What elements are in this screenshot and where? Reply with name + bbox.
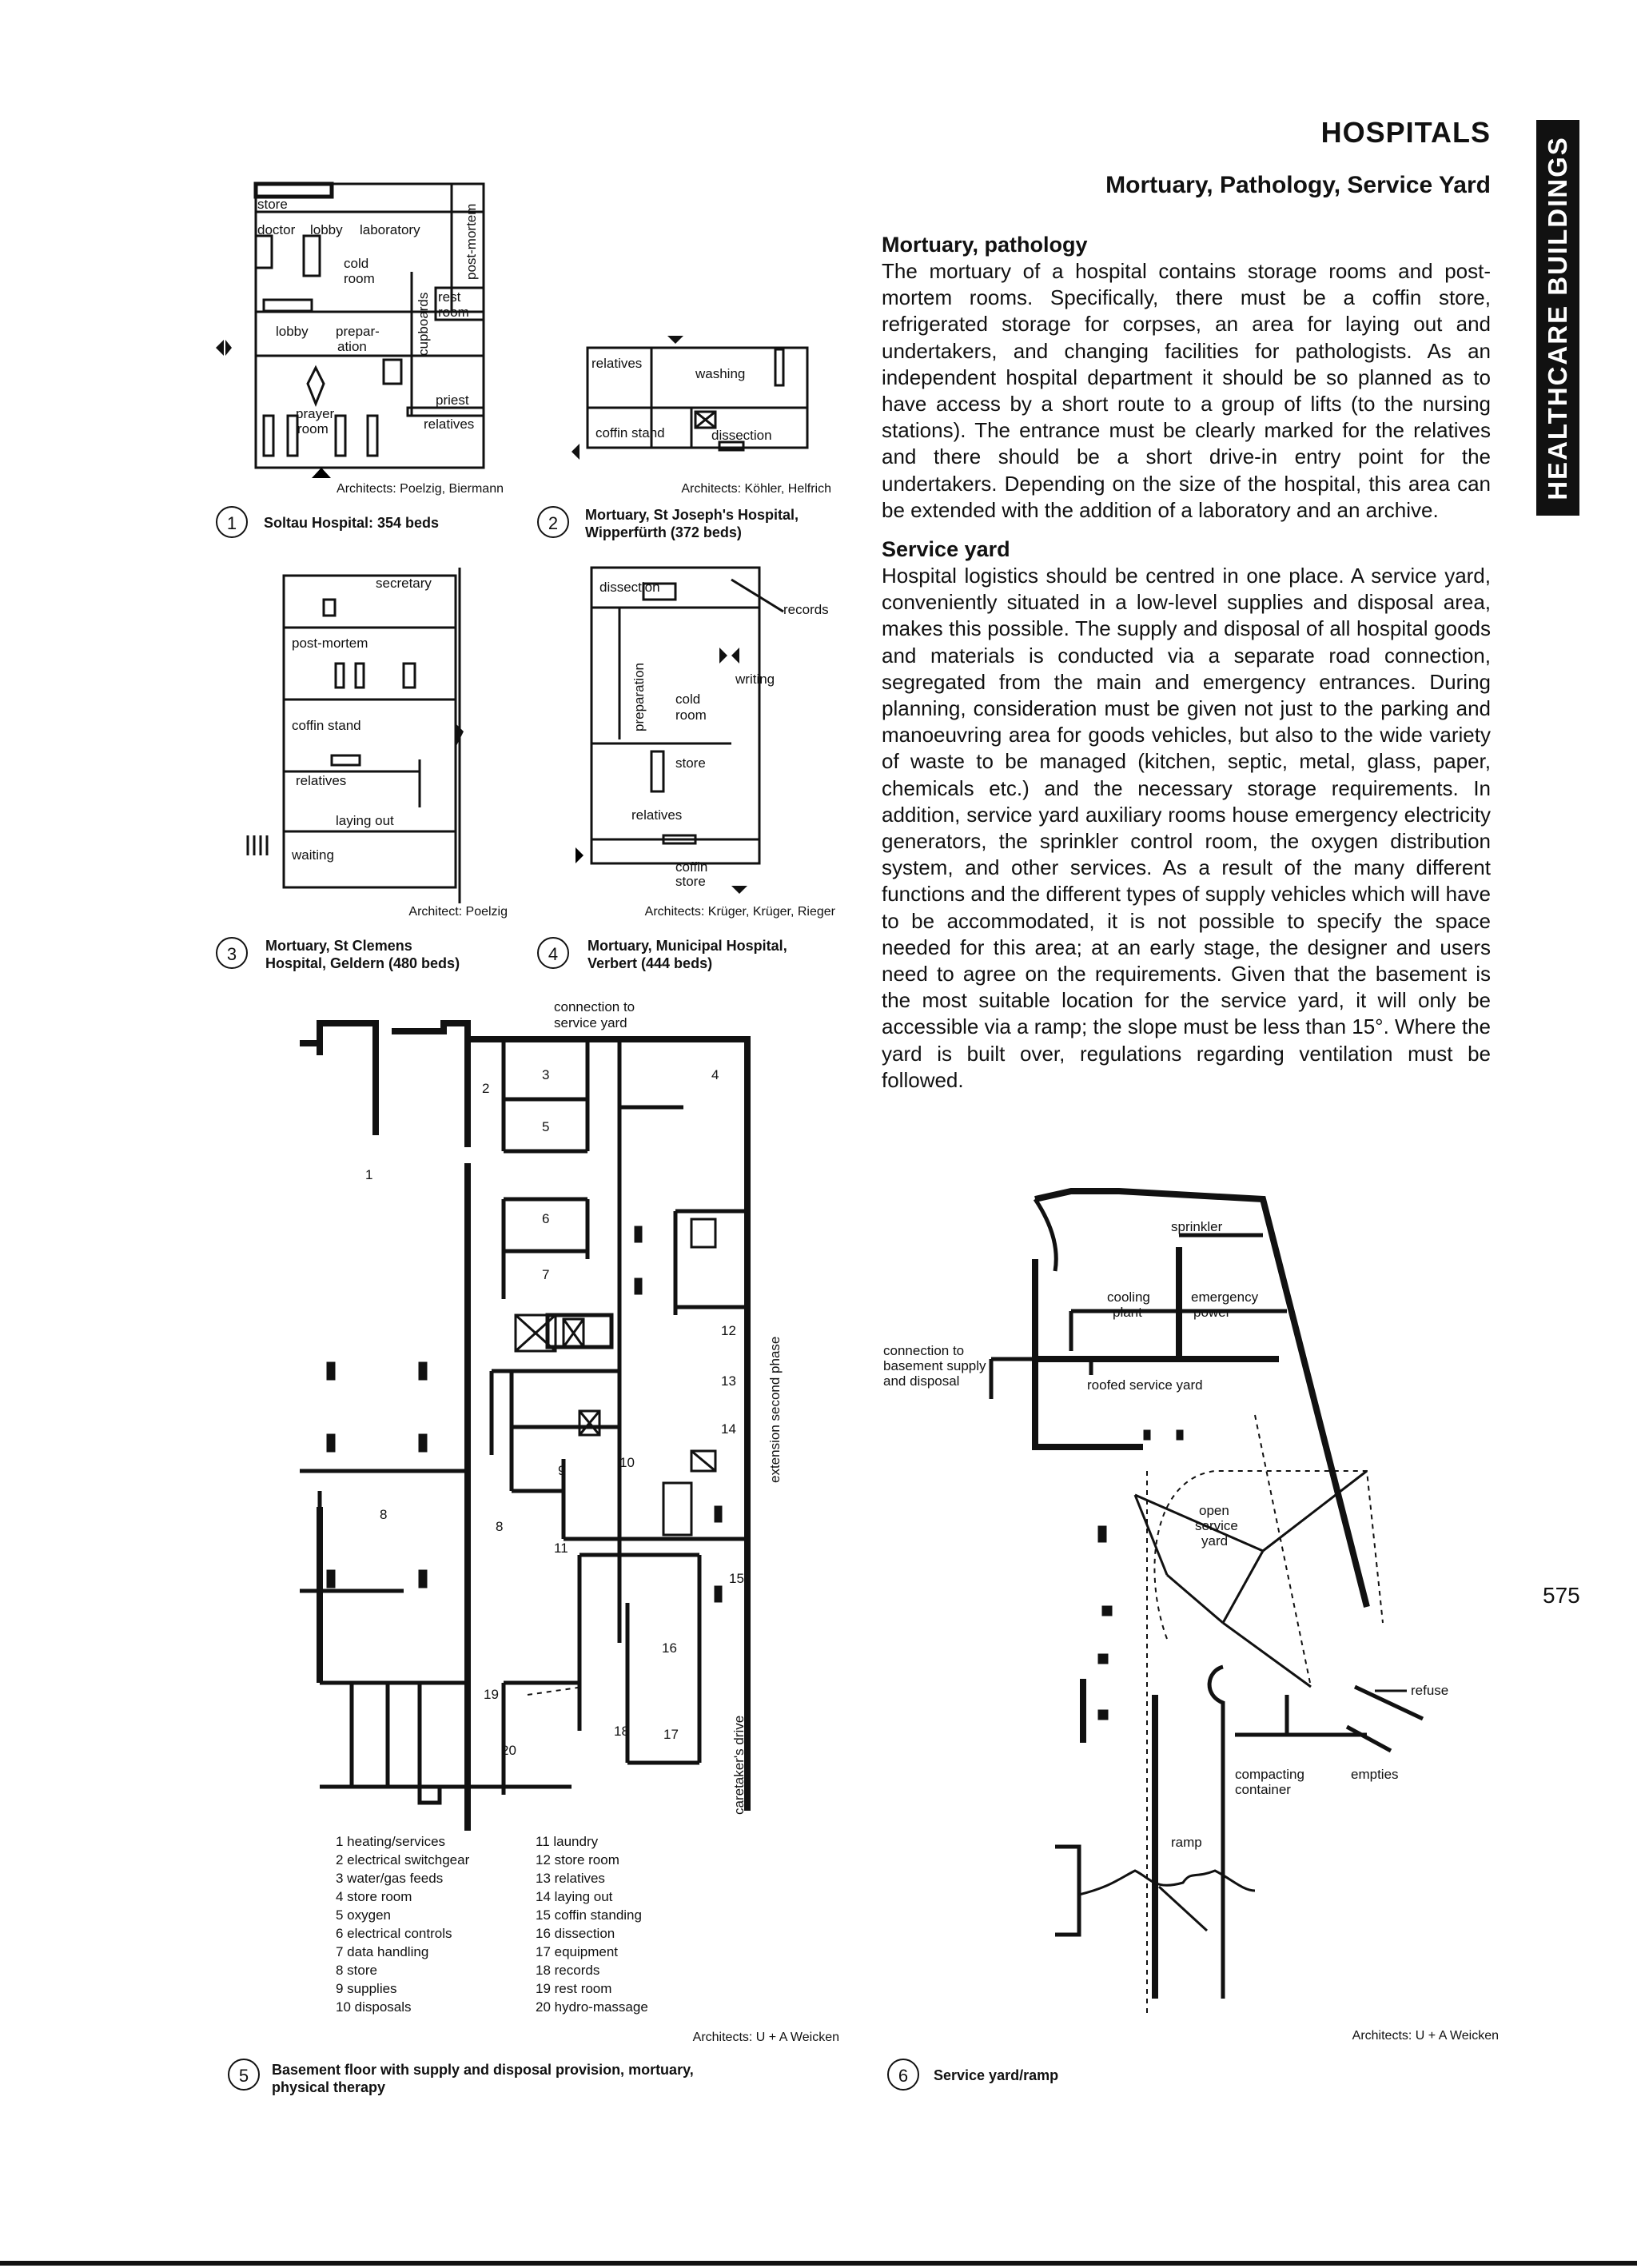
section-heading-mortuary: Mortuary, pathology <box>882 233 1088 257</box>
figure-4-caption-line1: Mortuary, Municipal Hospital, <box>587 938 787 954</box>
figure-2-caption-line1: Mortuary, St Joseph's Hospital, <box>585 507 799 523</box>
f3-coffin-stand: coffin stand <box>292 718 361 733</box>
f5-room-3: 3 <box>542 1067 550 1082</box>
f5-room-9: 9 <box>558 1463 566 1478</box>
f6-emergency: emergency <box>1191 1289 1259 1305</box>
figure-4-plan <box>572 560 843 895</box>
f3-laying-out: laying out <box>336 813 394 828</box>
figure-3-caption-line1: Mortuary, St Clemens <box>265 938 412 954</box>
f6-plant: plant <box>1113 1305 1142 1320</box>
section-text-service-yard: Hospital logistics should be centred in one place. A service yard, conveniently situated in a low-level supplies and disposal area, makes this possible. The supply and disposal of all hospital goods and materials is conducted via a separate road connection, segregated from the main and emergency entrances. During planning, consideration must be given not just to the parking and manoeuvring area for goods vehicles, but also to the wide variety of waste to be managed (kitchen, septic, metal, glass, paper, chemicals etc.) and the necessary storage requirements. In addition, service yard auxiliary rooms house emergency electricity generators, the sprinkler control room, the oxygen distribution system, and other services. As a result of the many different functions and the different types of supply vehicles which will have to be accommodated, it is not possible to specify the space needed for this area; at an early stage, the designer and users need to agree on the requirements. Given that the basement is the most suitable location for the service yard, it will only be accessible via a ramp; the slope must be less than 15°. Where the yard is built over, regulations regarding ventilation must be followed. <box>882 564 1491 1092</box>
f6-open: open <box>1199 1503 1229 1518</box>
figure-2-caption-line2: Wipperfürth (372 beds) <box>585 524 742 540</box>
legend-item: 6 electrical controls <box>336 1926 452 1941</box>
figure-3-plan <box>244 568 484 903</box>
figure-5-plan <box>300 995 787 1831</box>
figure-2-credit: Architects: Köhler, Helfrich <box>681 482 831 496</box>
f5-room-7: 7 <box>542 1267 550 1282</box>
f5-service-yard: service yard <box>554 1015 627 1030</box>
legend-item: 17 equipment <box>536 1944 619 1959</box>
legend-item: 8 store <box>336 1963 377 1978</box>
f5-connection: connection to <box>554 999 635 1014</box>
f6-service: service <box>1195 1518 1238 1533</box>
f6-empties: empties <box>1351 1767 1399 1782</box>
f4-store: store <box>675 755 706 771</box>
f6-roofed: roofed service yard <box>1087 1377 1203 1393</box>
f2-dissection: dissection <box>711 428 772 443</box>
f1-rest-room: room <box>438 305 469 320</box>
f6-container: container <box>1235 1782 1291 1797</box>
page-section-title: HOSPITALS <box>1320 116 1491 149</box>
figure-4-caption-line2: Verbert (444 beds) <box>587 955 713 971</box>
f6-yard: yard <box>1201 1533 1229 1549</box>
figure-1-caption: Soltau Hospital: 354 beds <box>264 515 440 531</box>
f1-prayer: prayer <box>296 406 335 421</box>
f2-relatives: relatives <box>591 356 643 371</box>
f6-compacting: compacting <box>1235 1767 1304 1782</box>
legend-item: 13 relatives <box>536 1871 605 1886</box>
f1-ation: ation <box>337 339 367 354</box>
f1-prayer-room: room <box>297 421 329 436</box>
f5-room-13: 13 <box>721 1373 736 1389</box>
page-number: 575 <box>1543 1583 1580 1608</box>
legend-item: 5 oxygen <box>336 1907 391 1923</box>
f1-rest: rest <box>438 289 461 305</box>
f4-cold-room: room <box>675 708 707 723</box>
f1-cupboards: cupboards <box>416 292 431 356</box>
f5-room-2: 2 <box>482 1081 490 1096</box>
f5-room-6: 6 <box>542 1211 550 1226</box>
f1-cold-room: room <box>344 271 375 286</box>
legend-item: 16 dissection <box>536 1926 615 1941</box>
f6-sprinkler: sprinkler <box>1171 1219 1223 1234</box>
f2-washing: washing <box>695 366 746 381</box>
f2-coffin-stand: coffin stand <box>595 425 665 440</box>
legend-item: 1 heating/services <box>336 1834 446 1849</box>
f1-laboratory: laboratory <box>360 222 420 237</box>
f1-lobby: lobby <box>310 222 343 237</box>
f5-room-12: 12 <box>721 1323 736 1338</box>
f1-relatives: relatives <box>424 417 475 432</box>
figure-4-credit: Architects: Krüger, Krüger, Rieger <box>644 905 835 919</box>
figure-6-number: 6 <box>887 2059 919 2091</box>
figure-5-number: 5 <box>228 2059 260 2091</box>
figure-6-credit: Architects: U + A Weicken <box>1352 2029 1499 2043</box>
f5-room-10: 10 <box>619 1455 635 1470</box>
f1-prepar: prepar- <box>336 324 380 339</box>
sidebar-label: HEALTHCARE BUILDINGS <box>1543 135 1572 500</box>
figure-1-number: 1 <box>216 506 248 538</box>
legend-item: 15 coffin standing <box>536 1907 642 1923</box>
figure-4-number: 4 <box>537 937 569 969</box>
f3-post-mortem: post-mortem <box>292 636 368 651</box>
f5-room-19: 19 <box>484 1687 499 1702</box>
figure-5-legend-right <box>536 1832 648 2016</box>
f6-power: power <box>1193 1305 1231 1320</box>
f4-relatives: relatives <box>631 807 683 823</box>
figure-2-plan <box>568 332 831 468</box>
f4-records: records <box>783 602 829 617</box>
sidebar-tab <box>1536 120 1579 516</box>
legend-item: 7 data handling <box>336 1944 429 1959</box>
f5-room-20: 20 <box>501 1743 516 1758</box>
figure-5-caption-line2: physical therapy <box>272 2079 386 2095</box>
f3-waiting: waiting <box>292 847 334 863</box>
figure-6-caption: Service yard/ramp <box>934 2067 1059 2083</box>
f6-refuse: refuse <box>1411 1683 1449 1698</box>
f6-conn2: basement supply <box>883 1358 986 1373</box>
f5-room-4: 4 <box>711 1067 719 1082</box>
section-heading-service-yard: Service yard <box>882 537 1010 562</box>
legend-item: 20 hydro-massage <box>536 1999 648 2015</box>
f5-room-17: 17 <box>663 1727 679 1742</box>
f5-room-18: 18 <box>614 1724 629 1739</box>
legend-item: 3 water/gas feeds <box>336 1871 444 1886</box>
f1-priest: priest <box>436 393 469 408</box>
legend-item: 11 laundry <box>536 1834 599 1849</box>
f6-cooling: cooling <box>1107 1289 1150 1305</box>
figure-1-credit: Architects: Poelzig, Biermann <box>337 482 504 496</box>
figure-5-credit: Architects: U + A Weicken <box>692 2031 839 2044</box>
f5-room-1: 1 <box>365 1167 373 1182</box>
legend-item: 14 laying out <box>536 1889 613 1904</box>
figure-1-plan <box>216 176 504 480</box>
f4-writing: writing <box>735 672 775 687</box>
f5-extension: extension second phase <box>767 1336 783 1483</box>
f5-room-16: 16 <box>662 1640 677 1656</box>
figure-5-caption-line1: Basement floor with supply and disposal provision, mortuary, <box>272 2062 694 2078</box>
body-text <box>882 232 1491 1106</box>
legend-item: 18 records <box>536 1963 600 1978</box>
legend-item: 12 store room <box>536 1852 619 1867</box>
f6-conn3: and disposal <box>883 1373 960 1389</box>
f4-preparation: preparation <box>631 662 647 731</box>
legend-item: 9 supplies <box>336 1981 397 1996</box>
f5-room-8a: 8 <box>380 1507 388 1522</box>
f1-store: store <box>257 197 288 212</box>
bottom-rule <box>0 2261 1637 2266</box>
f1-post-mortem: post-mortem <box>464 203 479 280</box>
figure-2-number: 2 <box>537 506 569 538</box>
f4-coffin: coffin <box>675 859 708 875</box>
page-subtitle: Mortuary, Pathology, Service Yard <box>1105 172 1491 198</box>
f4-cold: cold <box>675 692 701 707</box>
f6-conn1: connection to <box>883 1343 965 1358</box>
legend-item: 4 store room <box>336 1889 412 1904</box>
figure-3-caption-line2: Hospital, Geldern (480 beds) <box>265 955 460 971</box>
f5-room-14: 14 <box>721 1421 736 1437</box>
f5-room-11: 11 <box>554 1541 568 1556</box>
legend-item: 10 disposals <box>336 1999 412 2015</box>
f5-caretaker: caretaker's drive <box>731 1715 747 1815</box>
figure-6-plan <box>879 1175 1511 2015</box>
f3-relatives: relatives <box>296 773 347 788</box>
f1-lobby-2: lobby <box>276 324 309 339</box>
figure-5-legend-left <box>336 1832 469 2016</box>
f4-coffin-store: store <box>675 874 706 889</box>
figure-3-credit: Architect: Poelzig <box>408 905 508 919</box>
figure-3-number: 3 <box>216 937 248 969</box>
f4-dissection: dissection <box>599 580 660 595</box>
f6-ramp: ramp <box>1171 1835 1202 1850</box>
f5-room-5: 5 <box>542 1119 550 1134</box>
f1-doctor: doctor <box>257 222 296 237</box>
f1-cold: cold <box>344 256 369 271</box>
f3-secretary: secretary <box>376 576 432 591</box>
f5-room-15: 15 <box>729 1571 744 1586</box>
legend-item: 19 rest room <box>536 1981 612 1996</box>
f5-room-8b: 8 <box>496 1519 504 1534</box>
legend-item: 2 electrical switchgear <box>336 1852 470 1867</box>
section-text-mortuary: The mortuary of a hospital contains storage rooms and post-mortem rooms. Specifically, there must be a coffin store, refrigerated storage for corpses, an area for laying out and undertakers, and changing facilities for pathologists. As an independent hospital department it should be so planned as to have access by a short route to a group of lifts (to the nursing stations). The entrance must be clearly marked for the relatives and there should be a short drive-in entry point for the undertakers. Depending on the size of the hospital, this area can be extended with the addition of a laboratory and an archive. <box>882 259 1491 522</box>
